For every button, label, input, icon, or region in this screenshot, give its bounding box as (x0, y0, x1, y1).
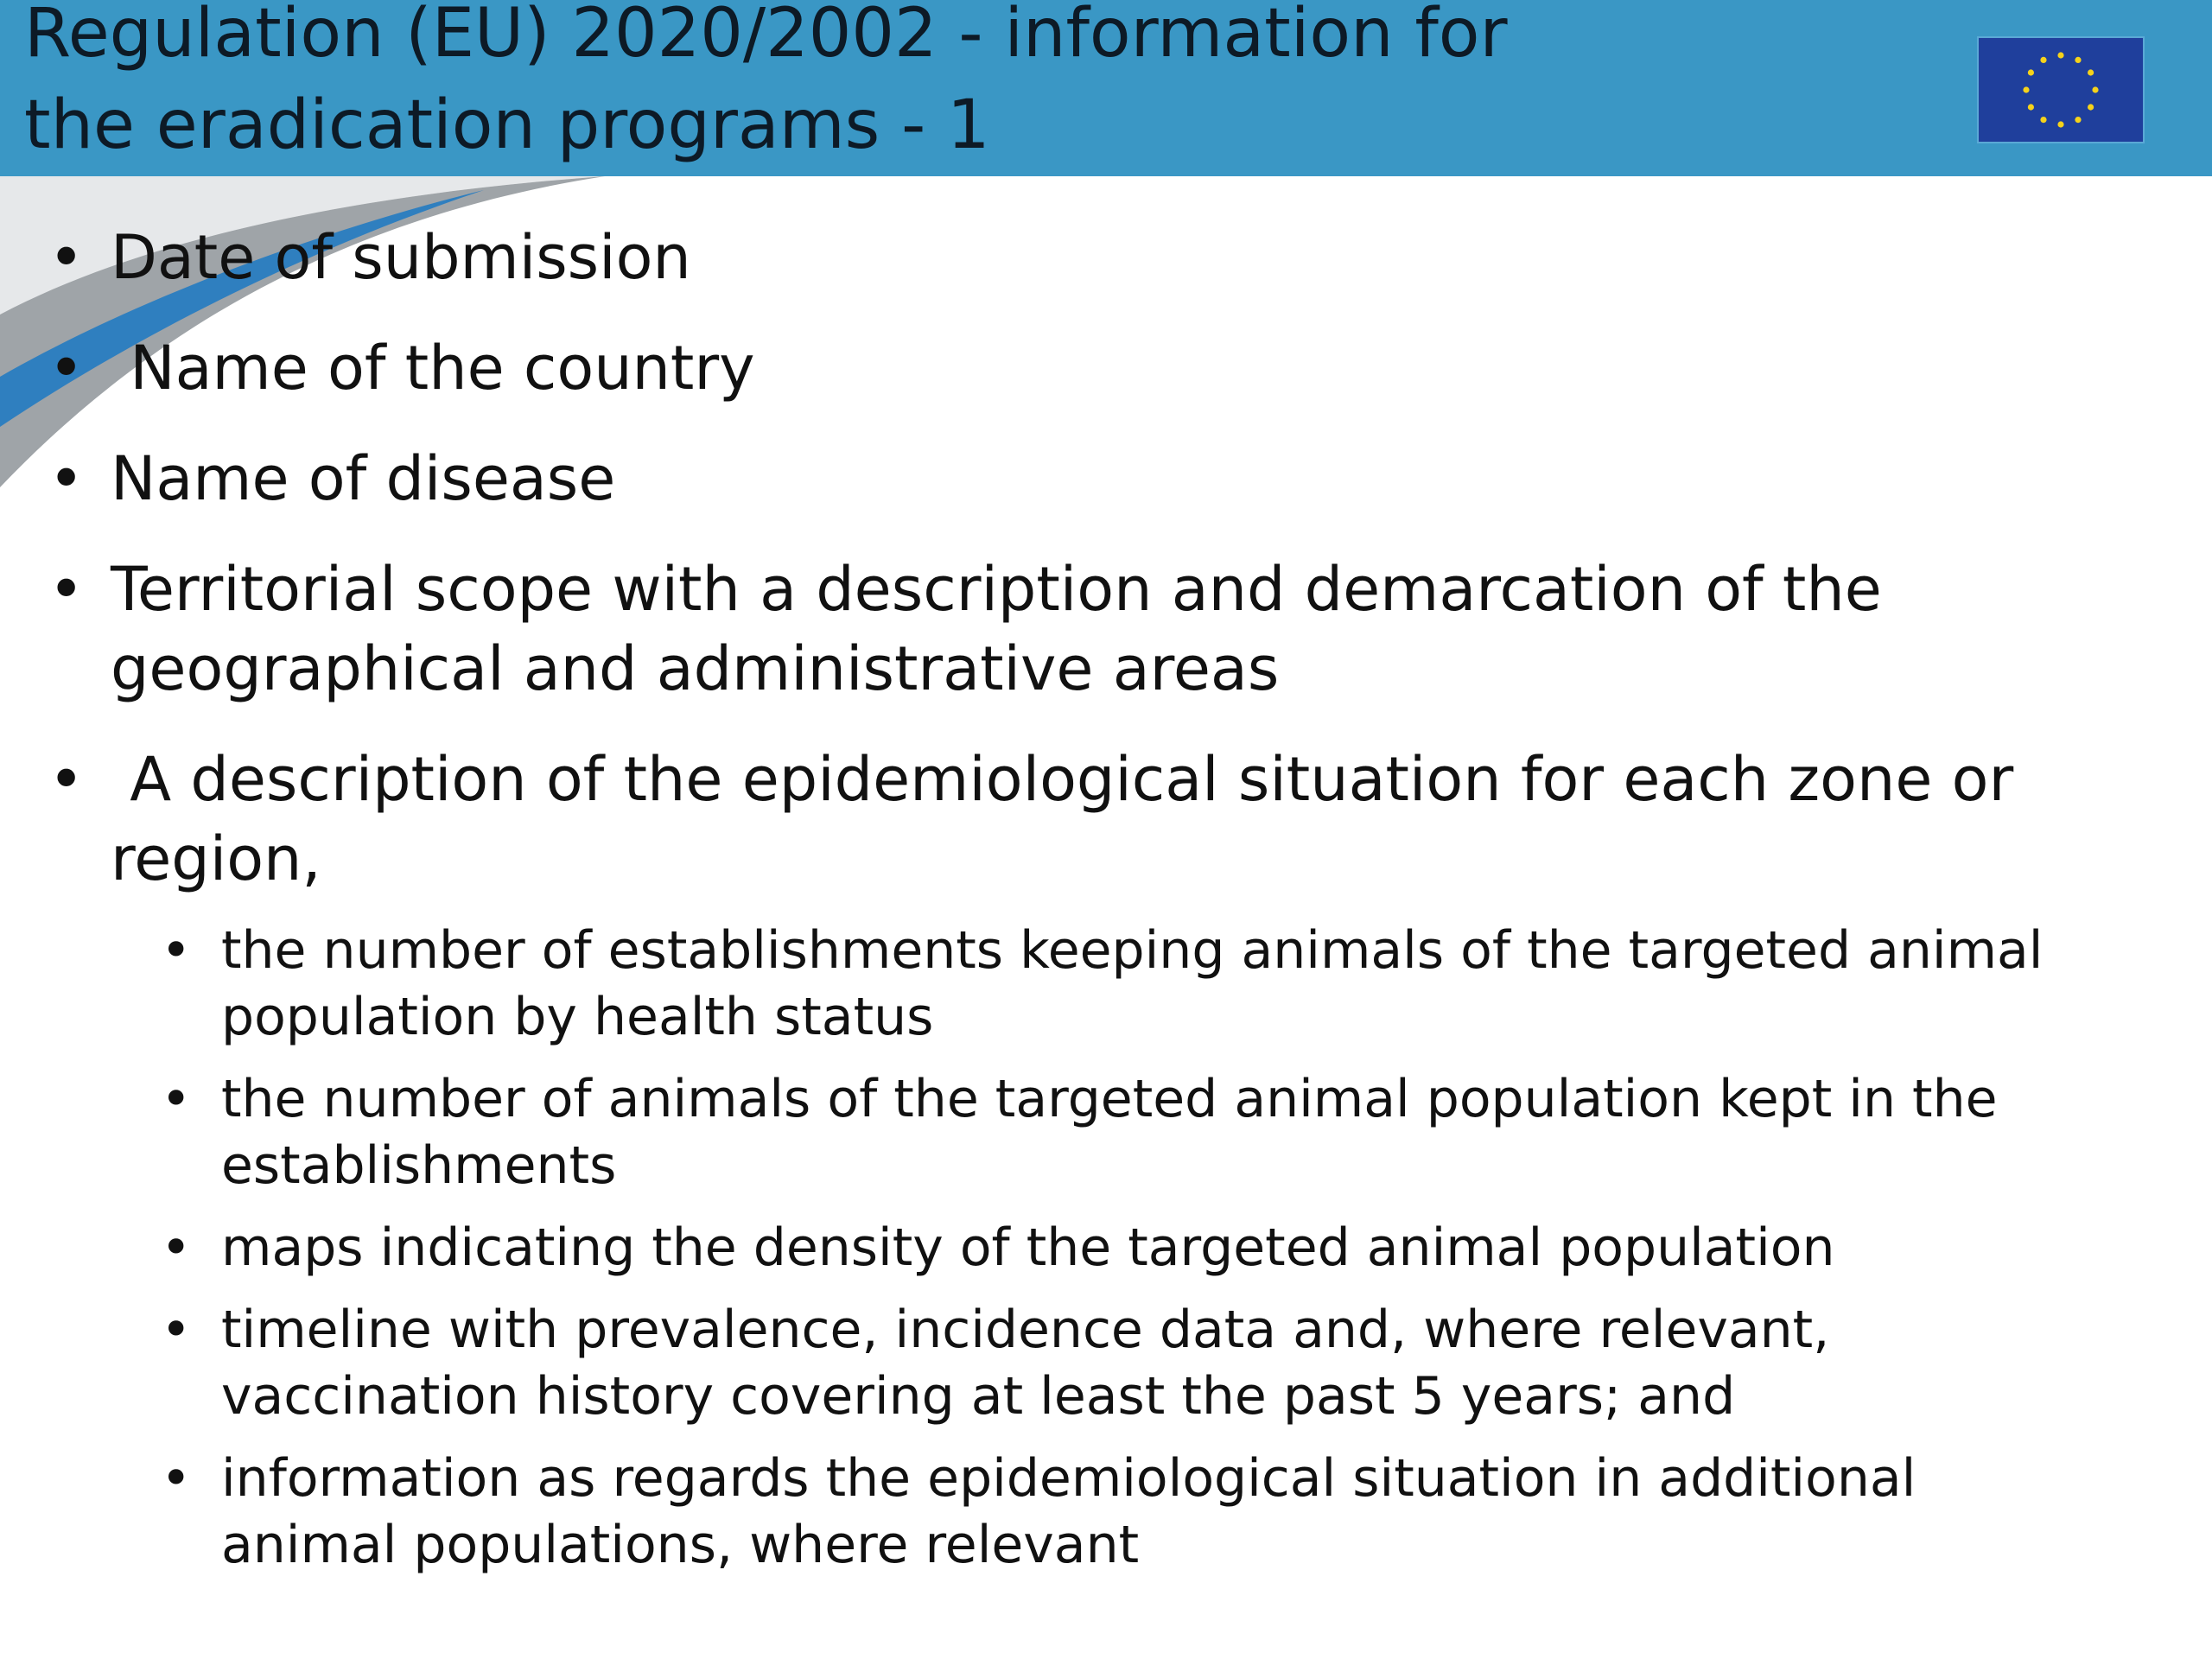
flag-star (2023, 86, 2029, 92)
bullet-text: Territorial scope with a description and demarcation of the geographical and administrative areas (111, 554, 1902, 704)
bullet-text: maps indicating the density of the targeted animal population (221, 1217, 1835, 1278)
slide-title (24, 0, 1666, 171)
flag-star (2057, 52, 2063, 58)
flag-star (2088, 69, 2094, 75)
bullet-text: timeline with prevalence, incidence data and, where relevant, vaccination history covering at least the past 5 years; and (221, 1300, 1847, 1427)
flag-star (2075, 57, 2081, 63)
eu-flag-graphic (1979, 38, 2143, 142)
eu-flag-icon (1977, 36, 2145, 143)
bullet-text: information as regards the epidemiological situation in additional animal populations, where relevant (221, 1448, 1933, 1575)
flag-star (2092, 86, 2098, 92)
bullet-icon: • (48, 333, 85, 404)
bullet-icon: • (161, 1217, 192, 1278)
bullet-text: the number of animals of the targeted animal population kept in the establishments (221, 1069, 2014, 1196)
bullet-item (0, 328, 2055, 408)
bullet-icon: • (48, 554, 85, 625)
bullet-icon: • (48, 443, 85, 514)
bullet-list (0, 218, 2212, 1579)
sub-bullet-item (0, 1066, 2096, 1199)
sub-bullet-item (0, 1215, 2096, 1281)
sub-bullet-item (0, 1446, 2096, 1579)
bullet-item (0, 439, 2055, 518)
bullet-text: Date of submission (111, 222, 691, 293)
sub-bullet-item (0, 918, 2096, 1051)
bullet-text: Name of the country (111, 333, 755, 404)
slide-title-line-2: the eradication programs - 1 (24, 86, 990, 164)
flag-star (2057, 121, 2063, 127)
bullet-icon: • (161, 1448, 192, 1509)
sub-bullet-item (0, 1297, 2096, 1430)
bullet-item (0, 218, 2055, 297)
title-bar (0, 0, 2212, 176)
bullet-icon: • (161, 1069, 192, 1129)
bullet-icon: • (48, 744, 85, 815)
bullet-item (0, 550, 2055, 709)
slide-title-line-1: Regulation (EU) 2020/2002 - information for (24, 0, 1508, 73)
bullet-icon: • (48, 222, 85, 293)
bullet-icon: • (161, 920, 192, 981)
flag-star (2028, 69, 2034, 75)
bullet-text: A description of the epidemiological situation for each zone or region, (111, 744, 2033, 894)
bullet-icon: • (161, 1300, 192, 1360)
flag-star (2075, 117, 2081, 123)
bullet-text: the number of establishments keeping animals of the targeted animal population by health status (221, 920, 2060, 1047)
flag-star (2028, 104, 2034, 110)
bullet-item (0, 740, 2055, 899)
bullet-text: Name of disease (111, 443, 616, 514)
flag-star (2088, 104, 2094, 110)
flag-star (2040, 57, 2046, 63)
flag-star (2040, 117, 2046, 123)
